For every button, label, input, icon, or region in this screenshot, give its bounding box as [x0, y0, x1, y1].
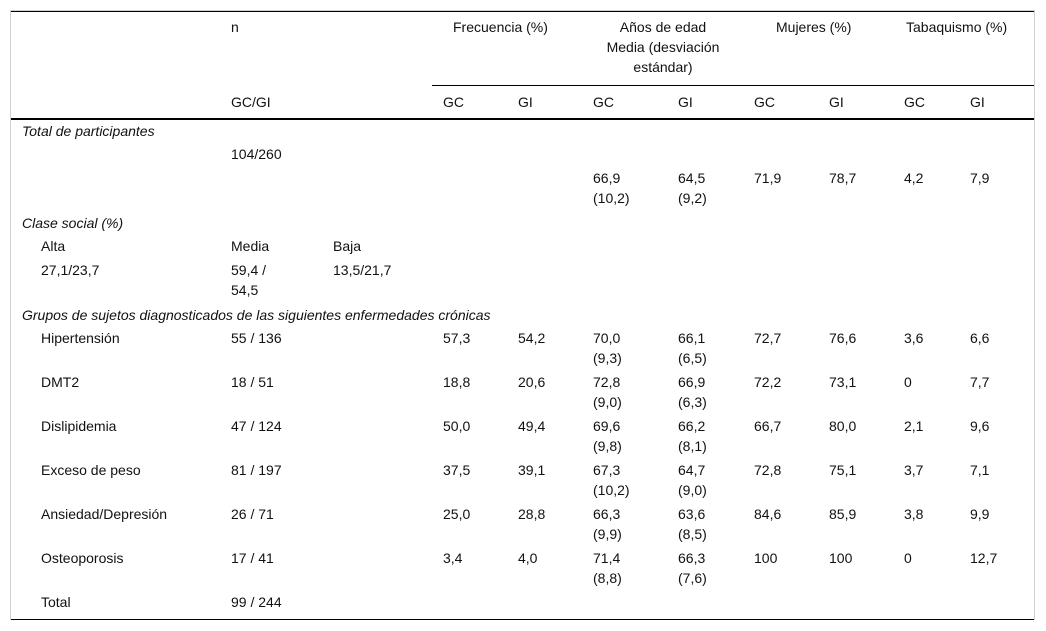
- row-n: 18 / 51: [231, 374, 274, 390]
- row-muj-gi: 100: [829, 550, 853, 566]
- row-tab-gc: 3,7: [904, 462, 924, 478]
- row-name: Dislipidemia: [41, 418, 117, 434]
- row-tab-gc: 0: [904, 374, 912, 390]
- header-frec-gc: GC: [443, 94, 464, 110]
- section-grupos: Grupos de sujetos diagnosticados de las siguientes enfermedades crónicas: [22, 307, 491, 323]
- row-frec-gi: 54,2: [518, 330, 546, 346]
- row-muj-gc: 72,2: [754, 374, 782, 390]
- row-edad-gi: 66,3 (7,6): [678, 550, 707, 586]
- header-tab-gc: GC: [904, 94, 925, 110]
- row-tab-gc: 2,1: [904, 418, 924, 434]
- row-n: 17 / 41: [231, 550, 274, 566]
- row-name: Osteoporosis: [41, 550, 124, 566]
- clase-alta-value: 27,1/23,7: [41, 262, 100, 278]
- row-frec-gc: 57,3: [443, 330, 471, 346]
- clase-media-value: 59,4 / 54,5: [231, 262, 267, 298]
- header-tabaquismo: Tabaquismo (%): [906, 19, 1008, 35]
- header-edad-line1: Años de edad: [619, 19, 707, 35]
- row-n: 47 / 124: [231, 418, 282, 434]
- row-frec-gc: 25,0: [443, 506, 471, 522]
- row-muj-gc: 72,7: [754, 330, 782, 346]
- row-edad-gc: 66,3 (9,9): [593, 506, 622, 542]
- row-muj-gi: 76,6: [829, 330, 857, 346]
- row-edad-gc: 67,3 (10,2): [593, 462, 630, 498]
- row-tab-gi: 12,7: [970, 550, 998, 566]
- clase-baja-label: Baja: [333, 238, 362, 254]
- row-muj-gc: 72,8: [754, 462, 782, 478]
- row-muj-gc: 66,7: [754, 418, 782, 434]
- row-edad-gi: 66,1 (6,5): [678, 330, 707, 366]
- row-frec-gc: 50,0: [443, 418, 471, 434]
- row-muj-gi: 75,1: [829, 462, 857, 478]
- row-name: DMT2: [41, 374, 80, 390]
- header-frec-gi: GI: [518, 94, 533, 110]
- row-edad-gi: 66,2 (8,1): [678, 418, 707, 454]
- header-tab-gi: GI: [970, 94, 985, 110]
- row-muj-gc: 84,6: [754, 506, 782, 522]
- header-gcgi: GC/GI: [231, 94, 271, 110]
- group-rule: [432, 85, 1034, 86]
- total-tab-gi: 7,9: [970, 170, 990, 186]
- header-frecuencia: Frecuencia (%): [453, 19, 548, 35]
- clase-media-label: Media: [231, 238, 270, 254]
- row-tab-gi: 9,9: [970, 506, 990, 522]
- header-bottom-rule: [11, 118, 1034, 120]
- row-tab-gi: 9,6: [970, 418, 990, 434]
- header-edad-gc: GC: [593, 94, 614, 110]
- row-edad-gc: 72,8 (9,0): [593, 374, 622, 410]
- row-frec-gi: 39,1: [518, 462, 546, 478]
- total-row-n: 99 / 244: [231, 594, 282, 610]
- section-clase-social: Clase social (%): [22, 215, 124, 231]
- header-edad-line3: estándar): [633, 59, 693, 75]
- row-frec-gi: 49,4: [518, 418, 546, 434]
- row-tab-gc: 3,8: [904, 506, 924, 522]
- row-frec-gc: 37,5: [443, 462, 471, 478]
- row-muj-gi: 80,0: [829, 418, 857, 434]
- row-edad-gi: 66,9 (6,3): [678, 374, 707, 410]
- row-muj-gi: 73,1: [829, 374, 857, 390]
- row-frec-gi: 28,8: [518, 506, 546, 522]
- row-name: Hipertensión: [41, 330, 120, 346]
- header-edad-line2: Media (desviación: [606, 39, 720, 55]
- total-tab-gc: 4,2: [904, 170, 924, 186]
- header-muj-gi: GI: [829, 94, 844, 110]
- row-frec-gi: 20,6: [518, 374, 546, 390]
- header-mujeres: Mujeres (%): [776, 19, 852, 35]
- row-name: Exceso de peso: [41, 462, 141, 478]
- row-edad-gi: 64,7 (9,0): [678, 462, 707, 498]
- total-n: 104/260: [231, 146, 282, 162]
- header-edad-gi: GI: [678, 94, 693, 110]
- total-muj-gc: 71,9: [754, 170, 782, 186]
- header-edad: [583, 17, 743, 77]
- row-edad-gc: 69,6 (9,8): [593, 418, 622, 454]
- row-frec-gc: 18,8: [443, 374, 471, 390]
- row-tab-gi: 7,7: [970, 374, 990, 390]
- row-name: Ansiedad/Depresión: [41, 506, 168, 522]
- total-muj-gi: 78,7: [829, 170, 857, 186]
- row-n: 81 / 197: [231, 462, 282, 478]
- row-n: 26 / 71: [231, 506, 274, 522]
- row-tab-gi: 7,1: [970, 462, 990, 478]
- header-n: n: [231, 19, 239, 35]
- header-muj-gc: GC: [754, 94, 775, 110]
- row-edad-gc: 71,4 (8,8): [593, 550, 622, 586]
- total-row-label: Total: [41, 594, 71, 610]
- total-edad-gc: 66,9 (10,2): [593, 170, 630, 206]
- row-tab-gc: 0: [904, 550, 912, 566]
- row-tab-gc: 3,6: [904, 330, 924, 346]
- row-muj-gc: 100: [754, 550, 778, 566]
- row-edad-gi: 63,6 (8,5): [678, 506, 707, 542]
- clase-baja-value: 13,5/21,7: [333, 262, 392, 278]
- row-muj-gi: 85,9: [829, 506, 857, 522]
- row-frec-gc: 3,4: [443, 550, 463, 566]
- section-total-participantes: Total de participantes: [22, 123, 155, 139]
- bottom-rule: [11, 619, 1034, 620]
- row-frec-gi: 4,0: [518, 550, 538, 566]
- clase-alta-label: Alta: [41, 238, 66, 254]
- row-n: 55 / 136: [231, 330, 282, 346]
- top-rule: [11, 11, 1034, 12]
- row-tab-gi: 6,6: [970, 330, 990, 346]
- row-edad-gc: 70,0 (9,3): [593, 330, 622, 366]
- total-edad-gi: 64,5 (9,2): [678, 170, 707, 206]
